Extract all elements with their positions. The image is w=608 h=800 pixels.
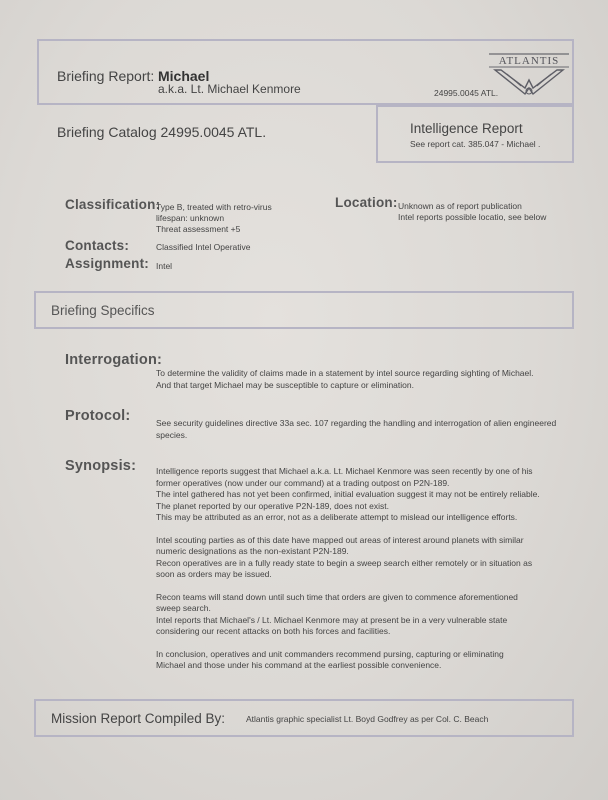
report-label: Briefing Report: <box>57 68 155 84</box>
classification-line: Type B, treated with retro-virus <box>156 202 272 212</box>
atlantis-logo-icon <box>487 44 571 100</box>
subject-name: Michael <box>158 68 210 84</box>
synopsis-label: Synopsis: <box>65 458 137 474</box>
synopsis-line: former operatives (now under our command) at a trading outpost on P2N-189. <box>156 477 450 488</box>
synopsis-paragraph <box>156 592 576 638</box>
assignment-value: Intel <box>156 261 173 271</box>
intel-report-title: Intelligence Report <box>410 121 523 136</box>
synopsis-paragraph <box>156 535 576 581</box>
compiled-by-label: Mission Report Compiled By: <box>51 711 226 726</box>
synopsis-line: considering our recent attacks on both his forces and facilities. <box>156 626 391 636</box>
briefing-specifics-title: Briefing Specifics <box>51 303 155 318</box>
interrogation-line: To determine the validity of claims made in a statement by intel source regarding sighting of Michael. <box>156 368 534 378</box>
interrogation-text <box>156 368 566 391</box>
assignment-label: Assignment: <box>65 256 149 271</box>
protocol-label: Protocol: <box>65 408 131 424</box>
synopsis-line: Michael and those under his command at the earliest possible convenience. <box>156 660 442 670</box>
protocol-text <box>156 418 576 441</box>
synopsis-line: The planet reported by our operative P2N-189, does not exist. <box>156 500 389 511</box>
classification-line: lifespan: unknown <box>156 213 225 223</box>
synopsis-paragraph <box>156 649 576 672</box>
protocol-line: See security guidelines directive 33a sec. 107 regarding the handling and interrogation of alien engineered <box>156 418 557 428</box>
synopsis-line: The intel gathered has not yet been confirmed, initial evaluation suggest it may not be entirely reliable. <box>156 489 540 499</box>
synopsis-paragraph <box>156 466 576 524</box>
synopsis-line: In conclusion, operatives and unit commanders recommend pursing, capturing or eliminating <box>156 648 504 659</box>
synopsis-text <box>156 466 576 672</box>
contacts-value: Classified Intel Operative <box>156 242 251 252</box>
classification-label: Classification: <box>65 197 161 212</box>
classification-values <box>156 202 272 235</box>
synopsis-line: Intel scouting parties as of this date have mapped out areas of interest around planets with similar <box>156 534 524 545</box>
interrogation-label: Interrogation: <box>65 352 163 368</box>
synopsis-line: This may be attributed as an error, not as a deliberate attempt to mislead our intelligence efforts. <box>156 512 518 522</box>
interrogation-line: And that target Michael may be susceptible to capture or elimination. <box>156 379 414 390</box>
location-line: Intel reports possible locatio, see below <box>398 212 547 222</box>
synopsis-line: soon as orders may be issued. <box>156 569 272 579</box>
synopsis-line: Recon operatives are in a fully ready state to begin a sweep search either remotely or in situation as <box>156 557 533 568</box>
location-line: Unknown as of report publication <box>398 201 522 211</box>
synopsis-line: Recon teams will stand down until such time that orders are given to commence aforementioned <box>156 591 518 602</box>
subject-alias: a.k.a. Lt. Michael Kenmore <box>158 82 301 96</box>
synopsis-line: sweep search. <box>156 603 211 613</box>
catalog-code: 24995.0045 ATL. <box>434 88 499 98</box>
compiled-by-value: Atlantis graphic specialist Lt. Boyd Godfrey as per Col. C. Beach <box>246 714 489 724</box>
logo-text: ATLANTIS <box>498 55 560 67</box>
contacts-label: Contacts: <box>65 238 130 253</box>
synopsis-line: Intel reports that Michael's / Lt. Michael Kenmore may at present be in a very vulnerable state <box>156 614 508 625</box>
location-label: Location: <box>335 195 398 210</box>
intel-report-ref: See report cat. 385.047 - Michael . <box>410 139 541 149</box>
synopsis-line: Intelligence reports suggest that Michael a.k.a. Lt. Michael Kenmore was seen recently by one of his <box>156 466 533 476</box>
catalog-label: Briefing Catalog 24995.0045 ATL. <box>57 124 267 140</box>
classification-line: Threat assessment +5 <box>156 224 241 234</box>
synopsis-line: numeric designations as the non-existant P2N-189. <box>156 546 349 556</box>
location-values <box>398 201 546 223</box>
protocol-line: species. <box>156 429 188 440</box>
